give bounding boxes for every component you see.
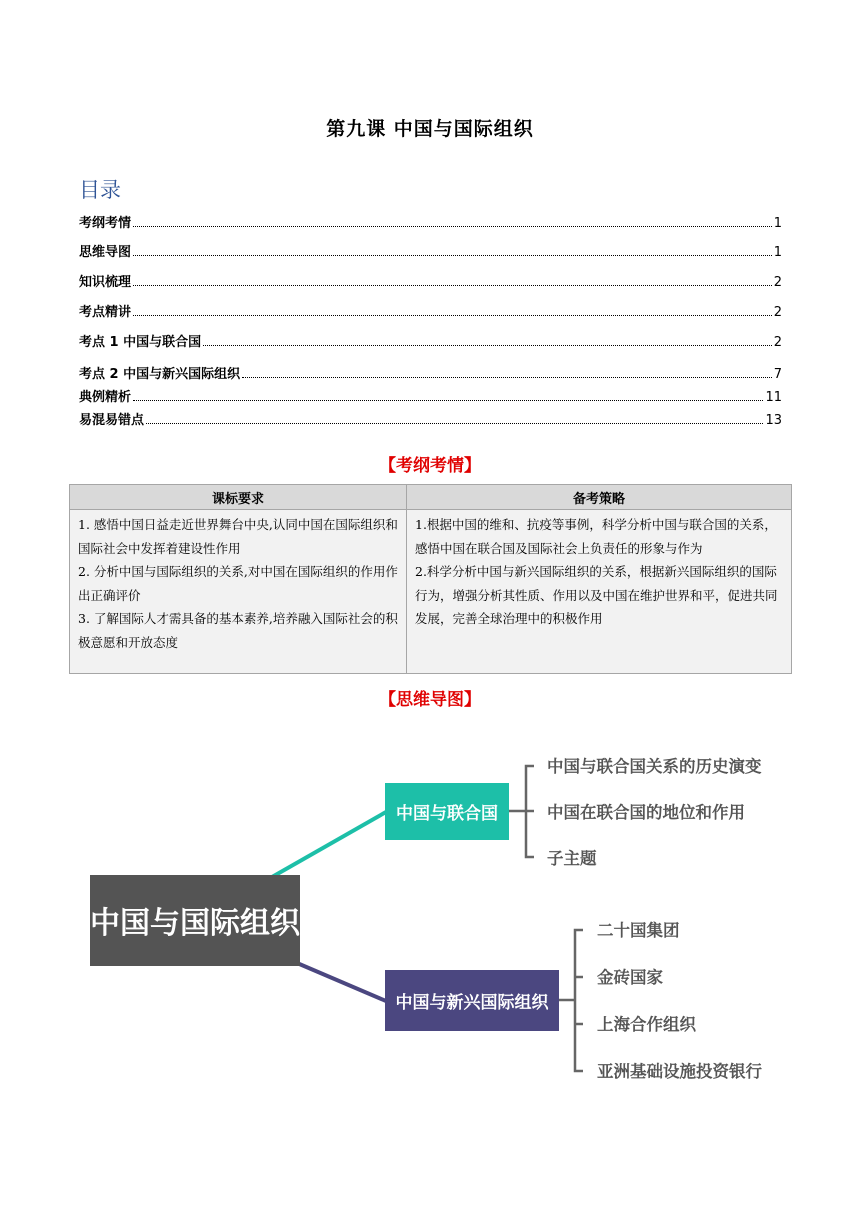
toc-entry-page: 2 — [773, 335, 782, 350]
standard-item: 2. 分析中国与国际组织的关系,对中国在国际组织的作用作出正确评价 — [78, 564, 398, 603]
toc-entry-page: 13 — [765, 413, 782, 428]
toc-entry-label: 考点精讲 — [79, 305, 132, 320]
strategy-item: 1.根据中国的维和、抗疫等事例，科学分析中国与联合国的关系，感悟中国在联合国及国际社会上负责任的形象与作为 — [415, 517, 777, 556]
toc-entry-page: 2 — [773, 275, 782, 290]
toc-entry-page: 1 — [773, 245, 782, 260]
toc-entry-page: 1 — [773, 216, 782, 231]
toc-entry-label: 易混易错点 — [79, 413, 145, 428]
page-title: 第九课 中国与国际组织 — [326, 118, 534, 140]
bracket — [575, 930, 583, 1071]
section-title-mindmap: 【思维导图】 — [379, 690, 481, 710]
connector-branch2 — [290, 960, 386, 1001]
child-topic: 亚洲基础设施投资银行 — [597, 1062, 762, 1081]
strategy-item: 2.科学分析中国与新兴国际组织的关系，根据新兴国际组织的国际行为，增强分析其性质、作用以及中国在维护世界和平，促进共同发展，完善全球治理中的积极作用 — [415, 564, 778, 626]
toc-entry-label: 考点 1 中国与联合国 — [79, 335, 202, 350]
standard-item: 3. 了解国际人才需具备的基本素养,培养融入国际社会的积极意愿和开放态度 — [78, 611, 398, 650]
table-header-standards: 课标要求 — [70, 485, 407, 510]
toc-entry-label: 考纲考情 — [79, 216, 132, 231]
table-header-strategy: 备考策略 — [407, 485, 792, 510]
toc-entry-label: 知识梳理 — [79, 275, 132, 290]
connector-branch1 — [272, 812, 386, 877]
standard-item: 1. 感悟中国日益走近世界舞台中央,认同中国在国际组织和国际社会中发挥着建设性作用 — [78, 517, 398, 556]
toc-entry-page: 11 — [765, 390, 782, 405]
child-topic: 二十国集团 — [597, 921, 680, 940]
toc-entry-page: 2 — [773, 305, 782, 320]
toc-heading: 目录 — [79, 178, 121, 202]
branch-node-un-label: 中国与联合国 — [396, 804, 498, 824]
child-topic: 中国与联合国关系的历史演变 — [547, 757, 762, 776]
child-topic: 中国在联合国的地位和作用 — [547, 803, 745, 822]
root-node-label: 中国与国际组织 — [90, 906, 300, 941]
toc-entry-page: 7 — [773, 367, 782, 382]
branch-node-emerging-label: 中国与新兴国际组织 — [395, 993, 549, 1013]
child-topic: 上海合作组织 — [597, 1015, 696, 1034]
section-title-kaogang: 【考纲考情】 — [379, 456, 481, 476]
toc-entry-label: 考点 2 中国与新兴国际组织 — [79, 367, 241, 382]
toc-entry-label: 思维导图 — [79, 245, 132, 260]
toc-entry-label: 典例精析 — [79, 390, 132, 405]
child-topic: 子主题 — [547, 849, 597, 868]
child-topic: 金砖国家 — [597, 968, 663, 987]
